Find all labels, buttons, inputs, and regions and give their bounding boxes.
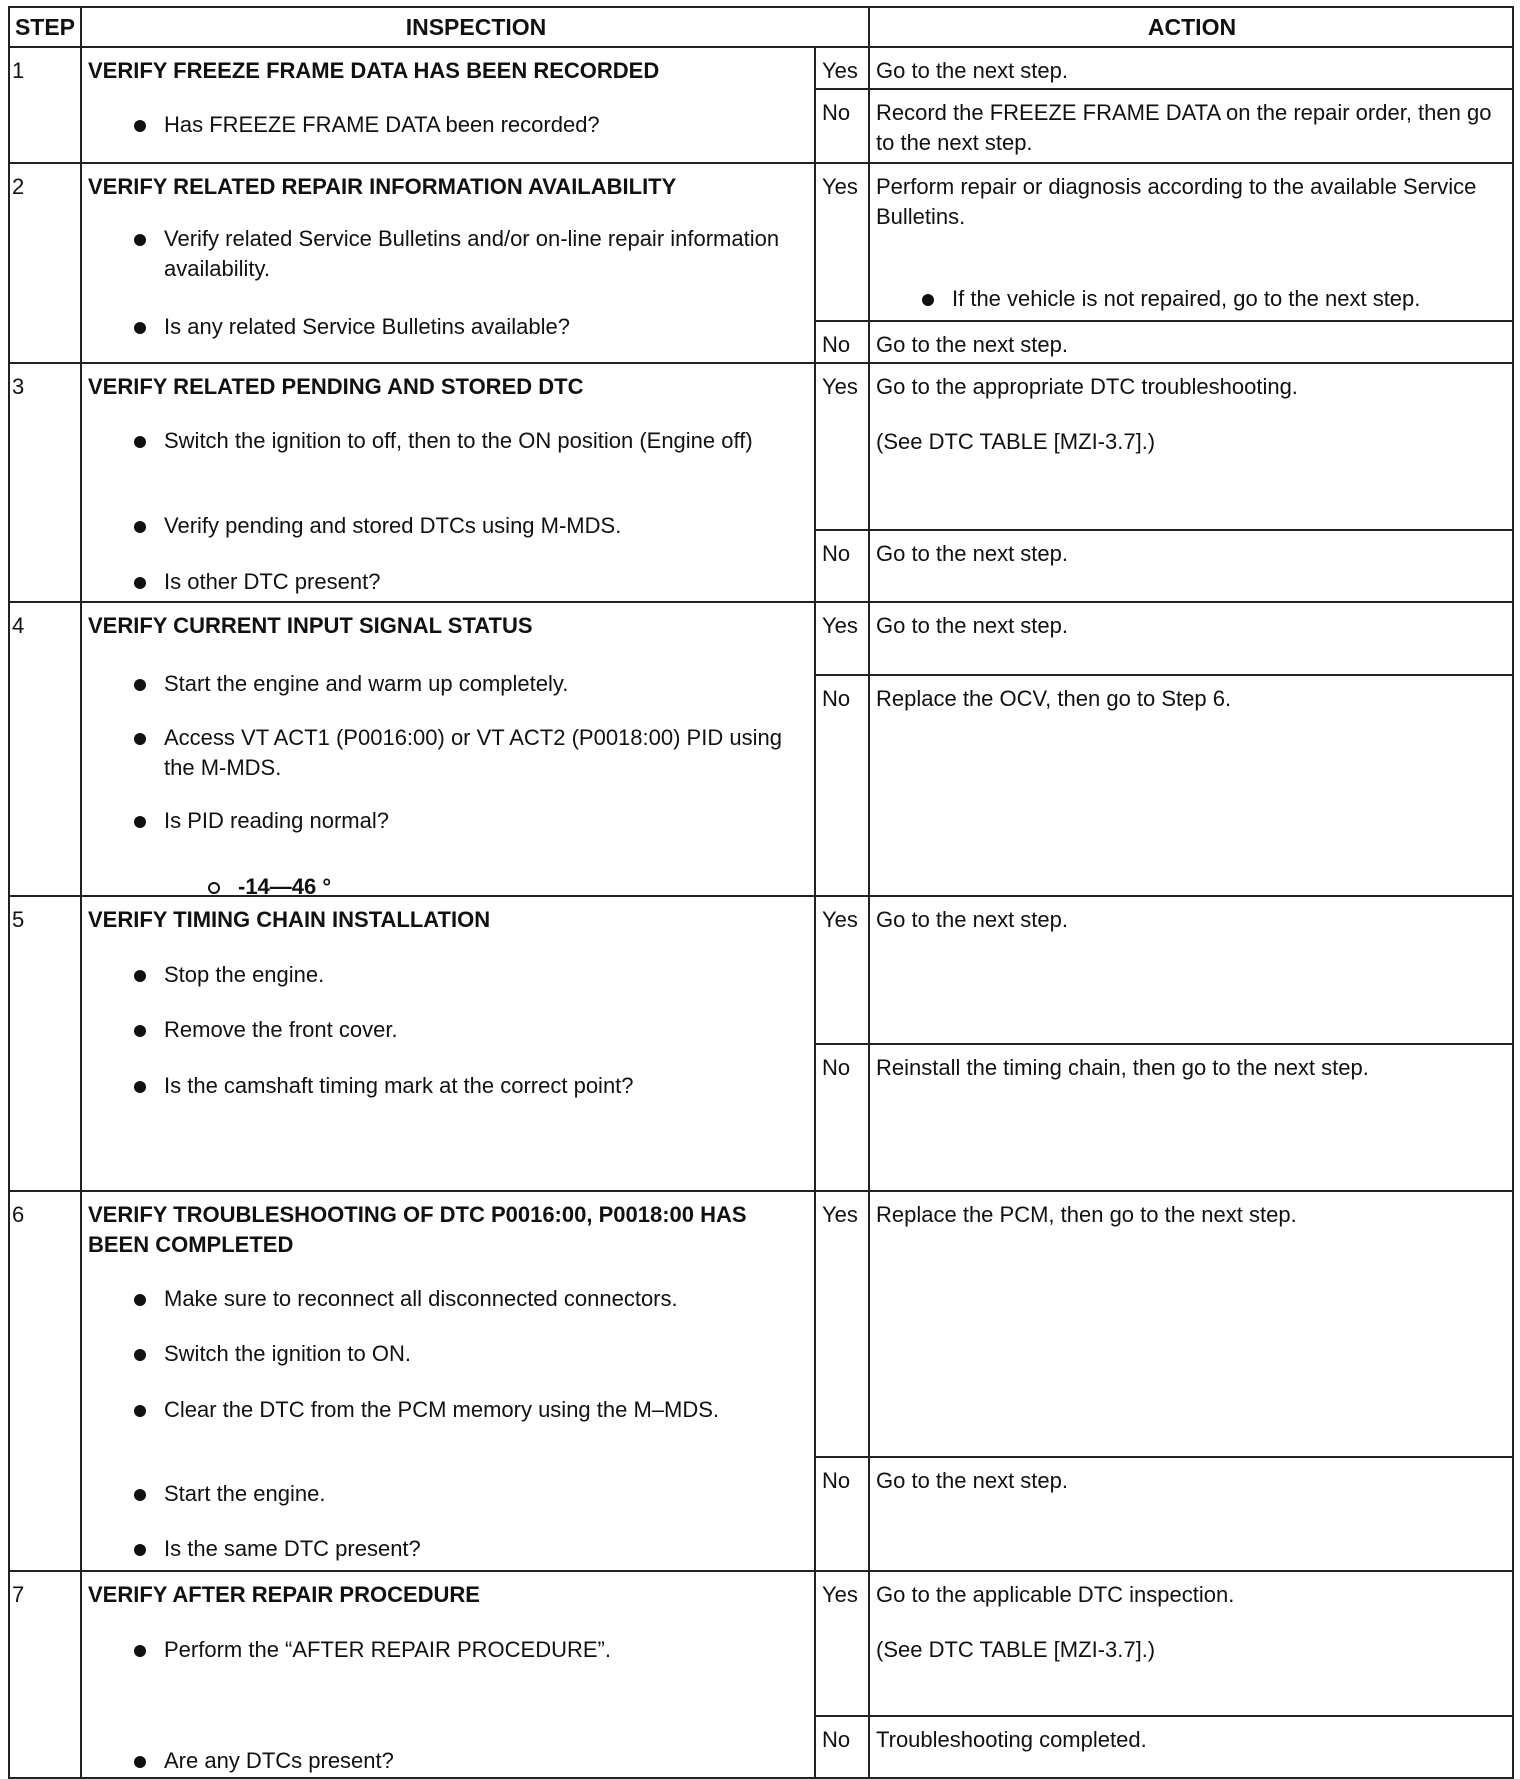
yes-action: Replace the PCM, then go to the next step. [876, 1202, 1297, 1227]
step-number: 1 [12, 58, 25, 83]
yes-label: Yes [822, 907, 858, 932]
yes-action: Go to the next step. [876, 907, 1069, 932]
bullet-icon [134, 120, 146, 132]
bullet-icon [134, 970, 146, 982]
no-action: Go to the next step. [876, 332, 1069, 357]
yes-label: Yes [822, 1202, 858, 1227]
bullet-icon [134, 577, 146, 589]
step-title: VERIFY AFTER REPAIR PROCEDURE [88, 1582, 480, 1607]
yes-reference: (See DTC TABLE [MZI-3.7].) [876, 1637, 1156, 1662]
bullet-text: Make sure to reconnect all disconnected connectors. [164, 1286, 678, 1311]
bullet-text: Is any related Service Bulletins available? [164, 314, 571, 339]
yes-action: Go to the applicable DTC inspection. [876, 1582, 1235, 1607]
no-label: No [822, 541, 851, 566]
yes-label: Yes [822, 58, 858, 83]
bullet-icon [134, 1489, 146, 1501]
yes-sub-bullet: If the vehicle is not repaired, go to the next step. [952, 286, 1421, 311]
bullet-icon [134, 1645, 146, 1657]
yes-label-cell [816, 1192, 870, 1458]
yes-action: Go to the appropriate DTC troubleshooting. [876, 374, 1298, 399]
bullet-icon [134, 436, 146, 448]
no-action: Troubleshooting completed. [876, 1727, 1147, 1752]
bullet-icon [134, 733, 146, 745]
bullet-text: Access VT ACT1 (P0016:00) or VT ACT2 (P0018:00) PID using the M-MDS. [164, 725, 782, 780]
bullet-icon [134, 234, 146, 246]
bullet-text: Start the engine and warm up completely. [164, 671, 569, 696]
bullet-icon [134, 1405, 146, 1417]
no-label: No [822, 1468, 851, 1493]
header-step: STEP [14, 14, 76, 40]
bullet-text: Is PID reading normal? [164, 808, 389, 833]
step-number-cell [8, 897, 82, 1192]
step-number: 5 [12, 907, 25, 932]
bullet-icon [134, 521, 146, 533]
yes-action: Go to the next step. [876, 58, 1069, 83]
step-number: 7 [12, 1582, 25, 1607]
yes-action-cell [870, 1192, 1514, 1458]
no-action: Replace the OCV, then go to Step 6. [876, 686, 1232, 711]
bullet-icon [134, 679, 146, 691]
bullet-text: Switch the ignition to ON. [164, 1341, 412, 1366]
step-number: 6 [12, 1202, 25, 1227]
step-number-cell [8, 603, 82, 897]
bullet-icon [134, 1294, 146, 1306]
bullet-text: Clear the DTC from the PCM memory using the M–MDS. [164, 1397, 720, 1422]
bullet-text: Is the same DTC present? [164, 1536, 421, 1561]
yes-reference: (See DTC TABLE [MZI-3.7].) [876, 429, 1156, 454]
step-number: 4 [12, 613, 25, 638]
no-label: No [822, 686, 851, 711]
spec-value: -14—46 ° [238, 874, 332, 899]
step-number: 3 [12, 374, 25, 399]
yes-label: Yes [822, 613, 858, 638]
circle-bullet-icon [208, 882, 220, 894]
step-number: 2 [12, 174, 25, 199]
yes-label: Yes [822, 174, 858, 199]
step-title: VERIFY TROUBLESHOOTING OF DTC P0016:00, P0018:00 HAS BEEN COMPLETED [88, 1202, 747, 1257]
bullet-text: Verify related Service Bulletins and/or on-line repair information availability. [164, 226, 780, 281]
bullet-text: Switch the ignition to off, then to the ON position (Engine off) [164, 428, 753, 453]
no-action: Reinstall the timing chain, then go to the next step. [876, 1055, 1369, 1080]
no-action: Record the FREEZE FRAME DATA on the repair order, then go to the next step. [876, 100, 1492, 155]
step-title: VERIFY CURRENT INPUT SIGNAL STATUS [88, 613, 533, 638]
bullet-text: Are any DTCs present? [164, 1748, 394, 1773]
bullet-text: Remove the front cover. [164, 1017, 398, 1042]
bullet-icon [134, 1756, 146, 1768]
bullet-icon [134, 322, 146, 334]
bullet-text: Start the engine. [164, 1481, 326, 1506]
bullet-text: Verify pending and stored DTCs using M-MDS. [164, 513, 622, 538]
no-action: Go to the next step. [876, 1468, 1069, 1493]
header-action: ACTION [1147, 14, 1237, 40]
no-label: No [822, 100, 851, 125]
no-label: No [822, 332, 851, 357]
step-title: VERIFY RELATED REPAIR INFORMATION AVAILABILITY [88, 174, 677, 199]
bullet-text: Is the camshaft timing mark at the correct point? [164, 1073, 634, 1098]
step-title: VERIFY FREEZE FRAME DATA HAS BEEN RECORDED [88, 58, 660, 83]
yes-label: Yes [822, 1582, 858, 1607]
bullet-icon [134, 816, 146, 828]
header-inspection: INSPECTION [405, 14, 547, 40]
bullet-icon [134, 1544, 146, 1556]
bullet-icon [134, 1025, 146, 1037]
step-number-cell [8, 1192, 82, 1572]
step-title: VERIFY RELATED PENDING AND STORED DTC [88, 374, 584, 399]
bullet-text: Has FREEZE FRAME DATA been recorded? [164, 112, 600, 137]
bullet-icon [922, 294, 934, 306]
step-title: VERIFY TIMING CHAIN INSTALLATION [88, 907, 491, 932]
no-label: No [822, 1727, 851, 1752]
bullet-text: Stop the engine. [164, 962, 325, 987]
yes-action: Go to the next step. [876, 613, 1069, 638]
bullet-icon [134, 1081, 146, 1093]
no-action: Go to the next step. [876, 541, 1069, 566]
bullet-text: Is other DTC present? [164, 569, 381, 594]
yes-action: Perform repair or diagnosis according to the available Service Bulletins. [876, 174, 1477, 229]
yes-label: Yes [822, 374, 858, 399]
bullet-text: Perform the “AFTER REPAIR PROCEDURE”. [164, 1637, 611, 1662]
bullet-icon [134, 1349, 146, 1361]
no-label: No [822, 1055, 851, 1080]
